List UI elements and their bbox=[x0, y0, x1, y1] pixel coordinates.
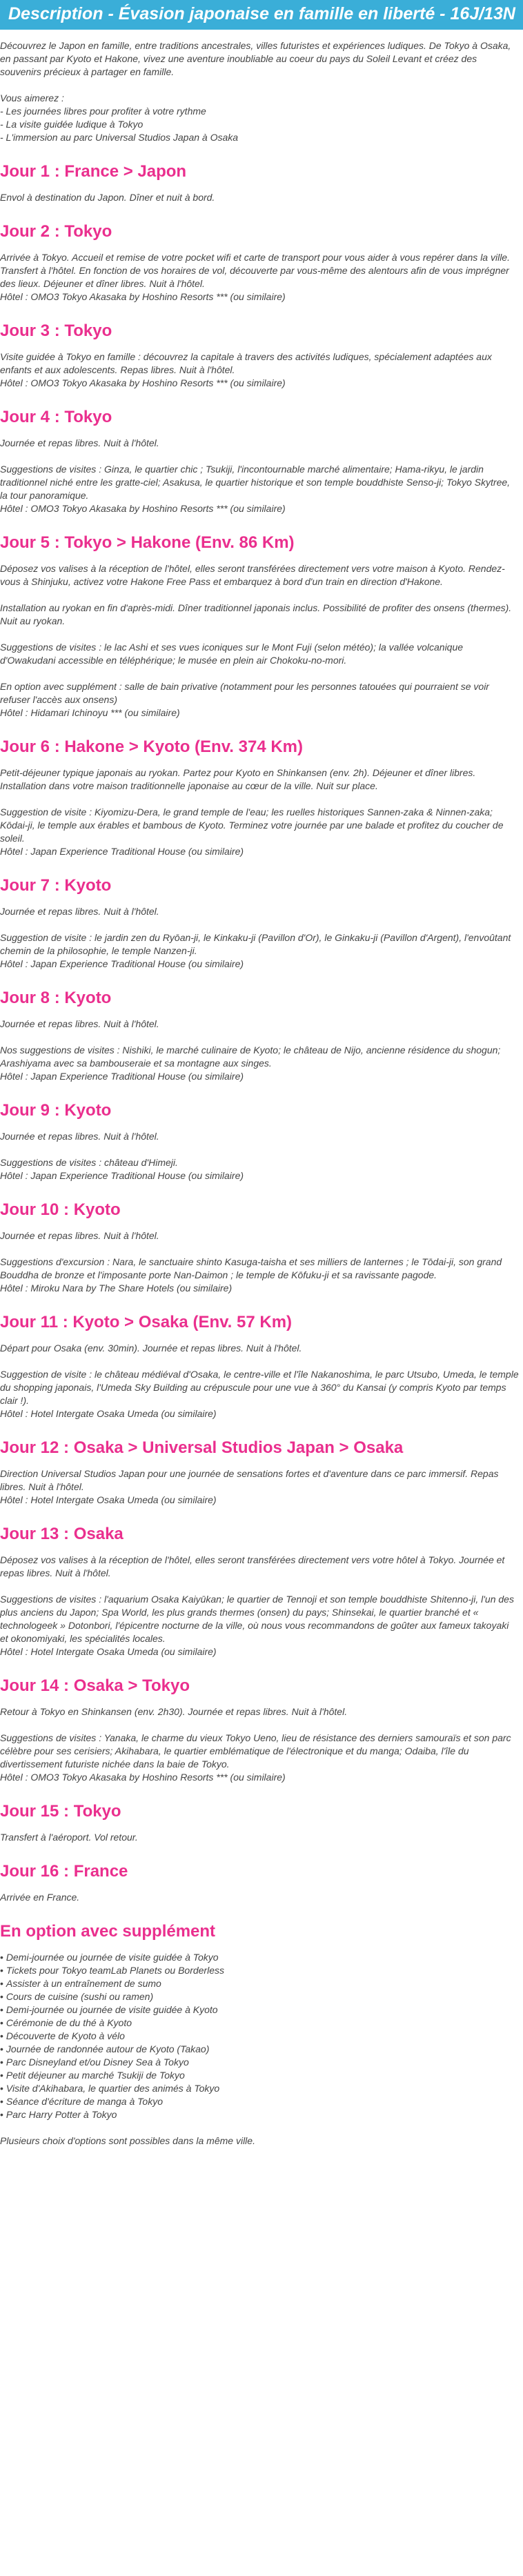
option-item: • Assister à un entraînement de sumo bbox=[0, 1977, 523, 1990]
day-7-title: Jour 7 : Kyoto bbox=[0, 876, 112, 895]
day-9-hotel: Hôtel : Japan Experience Traditional House (ou similaire) bbox=[0, 1170, 244, 1181]
option-item: • Séance d'écriture de manga à Tokyo bbox=[0, 2095, 523, 2108]
day-5-ryokan: Installation au ryokan en fin d'après-midi. Dîner traditionnel japonais inclus. Possibilité de profiter des onsens (thermes). Nuit au ryokan. bbox=[0, 602, 512, 626]
day-15-text: Transfert à l'aéroport. Vol retour. bbox=[0, 1832, 138, 1843]
highlight-item: - Les journées libres pour profiter à votre rythme bbox=[0, 106, 206, 117]
option-item: • Demi-journée ou journée de visite guidée à Tokyo bbox=[0, 1951, 523, 1964]
day-3-title: Jour 3 : Tokyo bbox=[0, 321, 112, 340]
itinerary-content bbox=[0, 30, 523, 2148]
option-item: • Tickets pour Tokyo teamLab Planets ou Borderless bbox=[0, 1964, 523, 1977]
day-6-hotel: Hôtel : Japan Experience Traditional House (ou similaire) bbox=[0, 846, 244, 857]
day-11-text: Départ pour Osaka (env. 30min). Journée et repas libres. Nuit à l'hôtel. bbox=[0, 1343, 302, 1354]
day-14-text: Retour à Tokyo en Shinkansen (env. 2h30). Journée et repas libres. Nuit à l'hôtel. bbox=[0, 1706, 348, 1717]
day-9-text: Journée et repas libres. Nuit à l'hôtel. bbox=[0, 1131, 159, 1142]
day-5-text: Déposez vos valises à la réception de l'hôtel, elles seront transférées directement vers votre maison à Kyoto. Rendez-vous à Shinjuku, activez votre Hakone Free Pass et embarquez à bord d'un train en direction d'Hakone. bbox=[0, 563, 505, 587]
day-6-suggestions: Suggestion de visite : Kiyomizu-Dera, le grand temple de l'eau; les ruelles historiques Sannen-zaka & Ninnen-zaka; Kōdai-ji, le temple aux érables et bambous de Kyoto. Terminez votre journée par une balade et profitez du coucher de soleil. bbox=[0, 806, 504, 844]
day-14-suggestions: Suggestions de visites : Yanaka, le charme du vieux Tokyo Ueno, lieu de résistance des derniers samouraïs et son parc célèbre pour ses cerisiers; Akihabara, le quartier emblématique de l'électronique et du manga; Odaiba, l'île du divertissement futuriste nichée dans la baie de Tokyo. bbox=[0, 1732, 511, 1770]
day-10-suggestions: Suggestions d'excursion : Nara, le sanctuaire shinto Kasuga-taisha et ses milliers de lanternes ; le Tōdai-ji, son grand Bouddha de bronze et l'imposante porte Nan-Daimon ; le temple de Kōfuku-ji et sa ravissante pagode. bbox=[0, 1256, 502, 1280]
day-10-hotel: Hôtel : Miroku Nara by The Share Hotels (ou similaire) bbox=[0, 1282, 233, 1294]
day-16-text: Arrivée en France. bbox=[0, 1892, 80, 1903]
day-12-hotel: Hôtel : Hotel Intergate Osaka Umeda (ou similaire) bbox=[0, 1494, 217, 1505]
day-7-hotel: Hôtel : Japan Experience Traditional House (ou similaire) bbox=[0, 958, 244, 969]
day-8-text: Journée et repas libres. Nuit à l'hôtel. bbox=[0, 1018, 159, 1029]
day-5-option: En option avec supplément : salle de bain privative (notamment pour les personnes tatouées qui pourraient se voir refuser l'accès aux onsens) bbox=[0, 681, 489, 705]
options-footer: Plusieurs choix d'options sont possibles dans la même ville. bbox=[0, 2135, 255, 2146]
option-item: • Parc Disneyland et/ou Disney Sea à Tokyo bbox=[0, 2056, 523, 2069]
day-8-hotel: Hôtel : Japan Experience Traditional House (ou similaire) bbox=[0, 1071, 244, 1082]
option-item: • Cérémonie de du thé à Kyoto bbox=[0, 2017, 523, 2030]
day-5-suggestions: Suggestions de visites : le lac Ashi et ses vues iconiques sur le Mont Fuji (selon météo); la vallée volcanique d'Owakudani accessible en téléphérique; le musée en plein air Chokoku-no-mori. bbox=[0, 642, 464, 666]
day-7-suggestions: Suggestion de visite : le jardin zen du Ryōan-ji, le Kinkaku-ji (Pavillon d'Or), le Ginkaku-ji (Pavillon d'Argent), l'envoûtant chemin de la philosophie, le temple Nanzen-ji. bbox=[0, 932, 511, 956]
day-3-text: Visite guidée à Tokyo en famille : découvrez la capitale à travers des activités ludiques, spécialement adaptées aux enfants et aux adolescents. Repas libres. Nuit à l'hôtel. bbox=[0, 351, 492, 375]
day-2-hotel: Hôtel : OMO3 Tokyo Akasaka by Hoshino Resorts *** (ou similaire) bbox=[0, 291, 286, 302]
day-11-suggestions: Suggestion de visite : le château médiéval d'Osaka, le centre-ville et l'île Nakanoshima, le parc Utsubo, Umeda, le temple du shopping japonais, l'Umeda Sky Building au crépuscule pour une vue à 360° du Kansai (y compris Kyoto par temps clair !). bbox=[0, 1369, 519, 1406]
day-12-text: Direction Universal Studios Japan pour une journée de sensations fortes et d'aventure dans ce parc immersif. Repas libres. Nuit à l'hôtel. bbox=[0, 1468, 499, 1492]
option-item: • Petit déjeuner au marché Tsukiji de Tokyo bbox=[0, 2069, 523, 2082]
option-item: • Demi-journée ou journée de visite guidée à Kyoto bbox=[0, 2003, 523, 2017]
highlight-item: - La visite guidée ludique à Tokyo bbox=[0, 119, 144, 130]
day-14-hotel: Hôtel : OMO3 Tokyo Akasaka by Hoshino Resorts *** (ou similaire) bbox=[0, 1772, 286, 1783]
day-4-hotel: Hôtel : OMO3 Tokyo Akasaka by Hoshino Resorts *** (ou similaire) bbox=[0, 503, 286, 514]
day-8-suggestions: Nos suggestions de visites : Nishiki, le marché culinaire de Kyoto; le château de Nijo, ancienne résidence du shogun; Arashiyama avec sa bambouseraie et sa montagne aux singes. bbox=[0, 1044, 501, 1069]
day-13-title: Jour 13 : Osaka bbox=[0, 1525, 124, 1543]
intro-section bbox=[0, 39, 523, 144]
day-13-suggestions: Suggestions de visites : l'aquarium Osaka Kaiyūkan; le quartier de Tennoji et son temple bouddhiste Shitenno-ji, l'un des plus anciens du Japon; Spa World, les plus grands thermes (onsen) du pays; Shinsekai, le quartier branché et « technologeek » Dotonbori, l'épicentre nocturne de la ville, où nous vous recommandons de goûter aux fameux takoyaki et okonomiyaki, les spécialités locales. bbox=[0, 1594, 514, 1644]
day-10-title: Jour 10 : Kyoto bbox=[0, 1200, 121, 1219]
highlights-lead: Vous aimerez : bbox=[0, 92, 64, 103]
option-item: • Visite d'Akihabara, le quartier des animés à Tokyo bbox=[0, 2082, 523, 2095]
day-6-title: Jour 6 : Hakone > Kyoto (Env. 374 Km) bbox=[0, 737, 303, 756]
option-item: • Journée de randonnée autour de Kyoto (Takao) bbox=[0, 2043, 523, 2056]
day-13-text: Déposez vos valises à la réception de l'hôtel, elles seront transférées directement vers votre hôtel à Tokyo. Journée et repas libres. Nuit à l'hôtel. bbox=[0, 1554, 505, 1578]
day-13-hotel: Hôtel : Hotel Intergate Osaka Umeda (ou similaire) bbox=[0, 1646, 217, 1657]
options-title: En option avec supplément bbox=[0, 1922, 216, 1941]
day-1-title: Jour 1 : France > Japon bbox=[0, 162, 187, 181]
intro-text: Découvrez le Japon en famille, entre traditions ancestrales, villes futuristes et expériences ludiques. De Tokyo à Osaka, en passant par Kyoto et Hakone, vivez une aventure inoubliable au coeur du pays du Soleil Levant et créez des souvenirs précieux à partager en famille. bbox=[0, 40, 511, 77]
day-5-title: Jour 5 : Tokyo > Hakone (Env. 86 Km) bbox=[0, 533, 295, 552]
day-3-hotel: Hôtel : OMO3 Tokyo Akasaka by Hoshino Resorts *** (ou similaire) bbox=[0, 377, 286, 388]
options-list bbox=[0, 1951, 523, 2121]
day-4-text: Journée et repas libres. Nuit à l'hôtel. bbox=[0, 437, 159, 448]
option-item: • Parc Harry Potter à Tokyo bbox=[0, 2108, 523, 2121]
day-1-text: Envol à destination du Japon. Dîner et nuit à bord. bbox=[0, 192, 215, 203]
day-9-title: Jour 9 : Kyoto bbox=[0, 1101, 112, 1120]
day-9-suggestions: Suggestions de visites : château d'Himeji. bbox=[0, 1157, 178, 1168]
day-10-text: Journée et repas libres. Nuit à l'hôtel. bbox=[0, 1230, 159, 1241]
day-6-text: Petit-déjeuner typique japonais au ryokan. Partez pour Kyoto en Shinkansen (env. 2h). Déjeuner et dîner libres. Installation dans votre maison traditionnelle japonaise au cœur de la ville. Nuit sur place. bbox=[0, 767, 476, 791]
day-11-hotel: Hôtel : Hotel Intergate Osaka Umeda (ou similaire) bbox=[0, 1408, 217, 1419]
day-2-title: Jour 2 : Tokyo bbox=[0, 222, 112, 241]
option-item: • Découverte de Kyoto à vélo bbox=[0, 2030, 523, 2043]
day-14-title: Jour 14 : Osaka > Tokyo bbox=[0, 1676, 190, 1695]
day-7-text: Journée et repas libres. Nuit à l'hôtel. bbox=[0, 906, 159, 917]
day-16-title: Jour 16 : France bbox=[0, 1862, 128, 1881]
day-4-title: Jour 4 : Tokyo bbox=[0, 408, 112, 426]
day-15-title: Jour 15 : Tokyo bbox=[0, 1802, 121, 1821]
day-5-hotel: Hôtel : Hidamari Ichinoyu *** (ou similaire) bbox=[0, 707, 180, 718]
highlight-item: - L'immersion au parc Universal Studios Japan à Osaka bbox=[0, 132, 239, 143]
day-12-title: Jour 12 : Osaka > Universal Studios Japan > Osaka bbox=[0, 1438, 404, 1457]
day-8-title: Jour 8 : Kyoto bbox=[0, 989, 112, 1007]
day-2-text: Arrivée à Tokyo. Accueil et remise de votre pocket wifi et carte de transport pour vous aider à vous repérer dans la ville. Transfert à l'hôtel. En fonction de vos horaires de vol, découverte par vous-même des alentours afin de vous imprégner des lieux. Déjeuner et dîner libres. Nuit à l'hôtel. bbox=[0, 252, 510, 289]
description-banner: Description - Évasion japonaise en famille en liberté - 16J/13N bbox=[0, 0, 523, 30]
option-item: • Cours de cuisine (sushi ou ramen) bbox=[0, 1990, 523, 2003]
day-11-title: Jour 11 : Kyoto > Osaka (Env. 57 Km) bbox=[0, 1313, 293, 1331]
day-4-suggestions: Suggestions de visites : Ginza, le quartier chic ; Tsukiji, l'incontournable marché alimentaire; Hama-rikyu, le jardin traditionnel niché entre les gratte-ciel; Asakusa, le quartier historique et son temple bouddhiste Senso-ji; Tokyo Skytree, la tour panoramique. bbox=[0, 464, 511, 501]
